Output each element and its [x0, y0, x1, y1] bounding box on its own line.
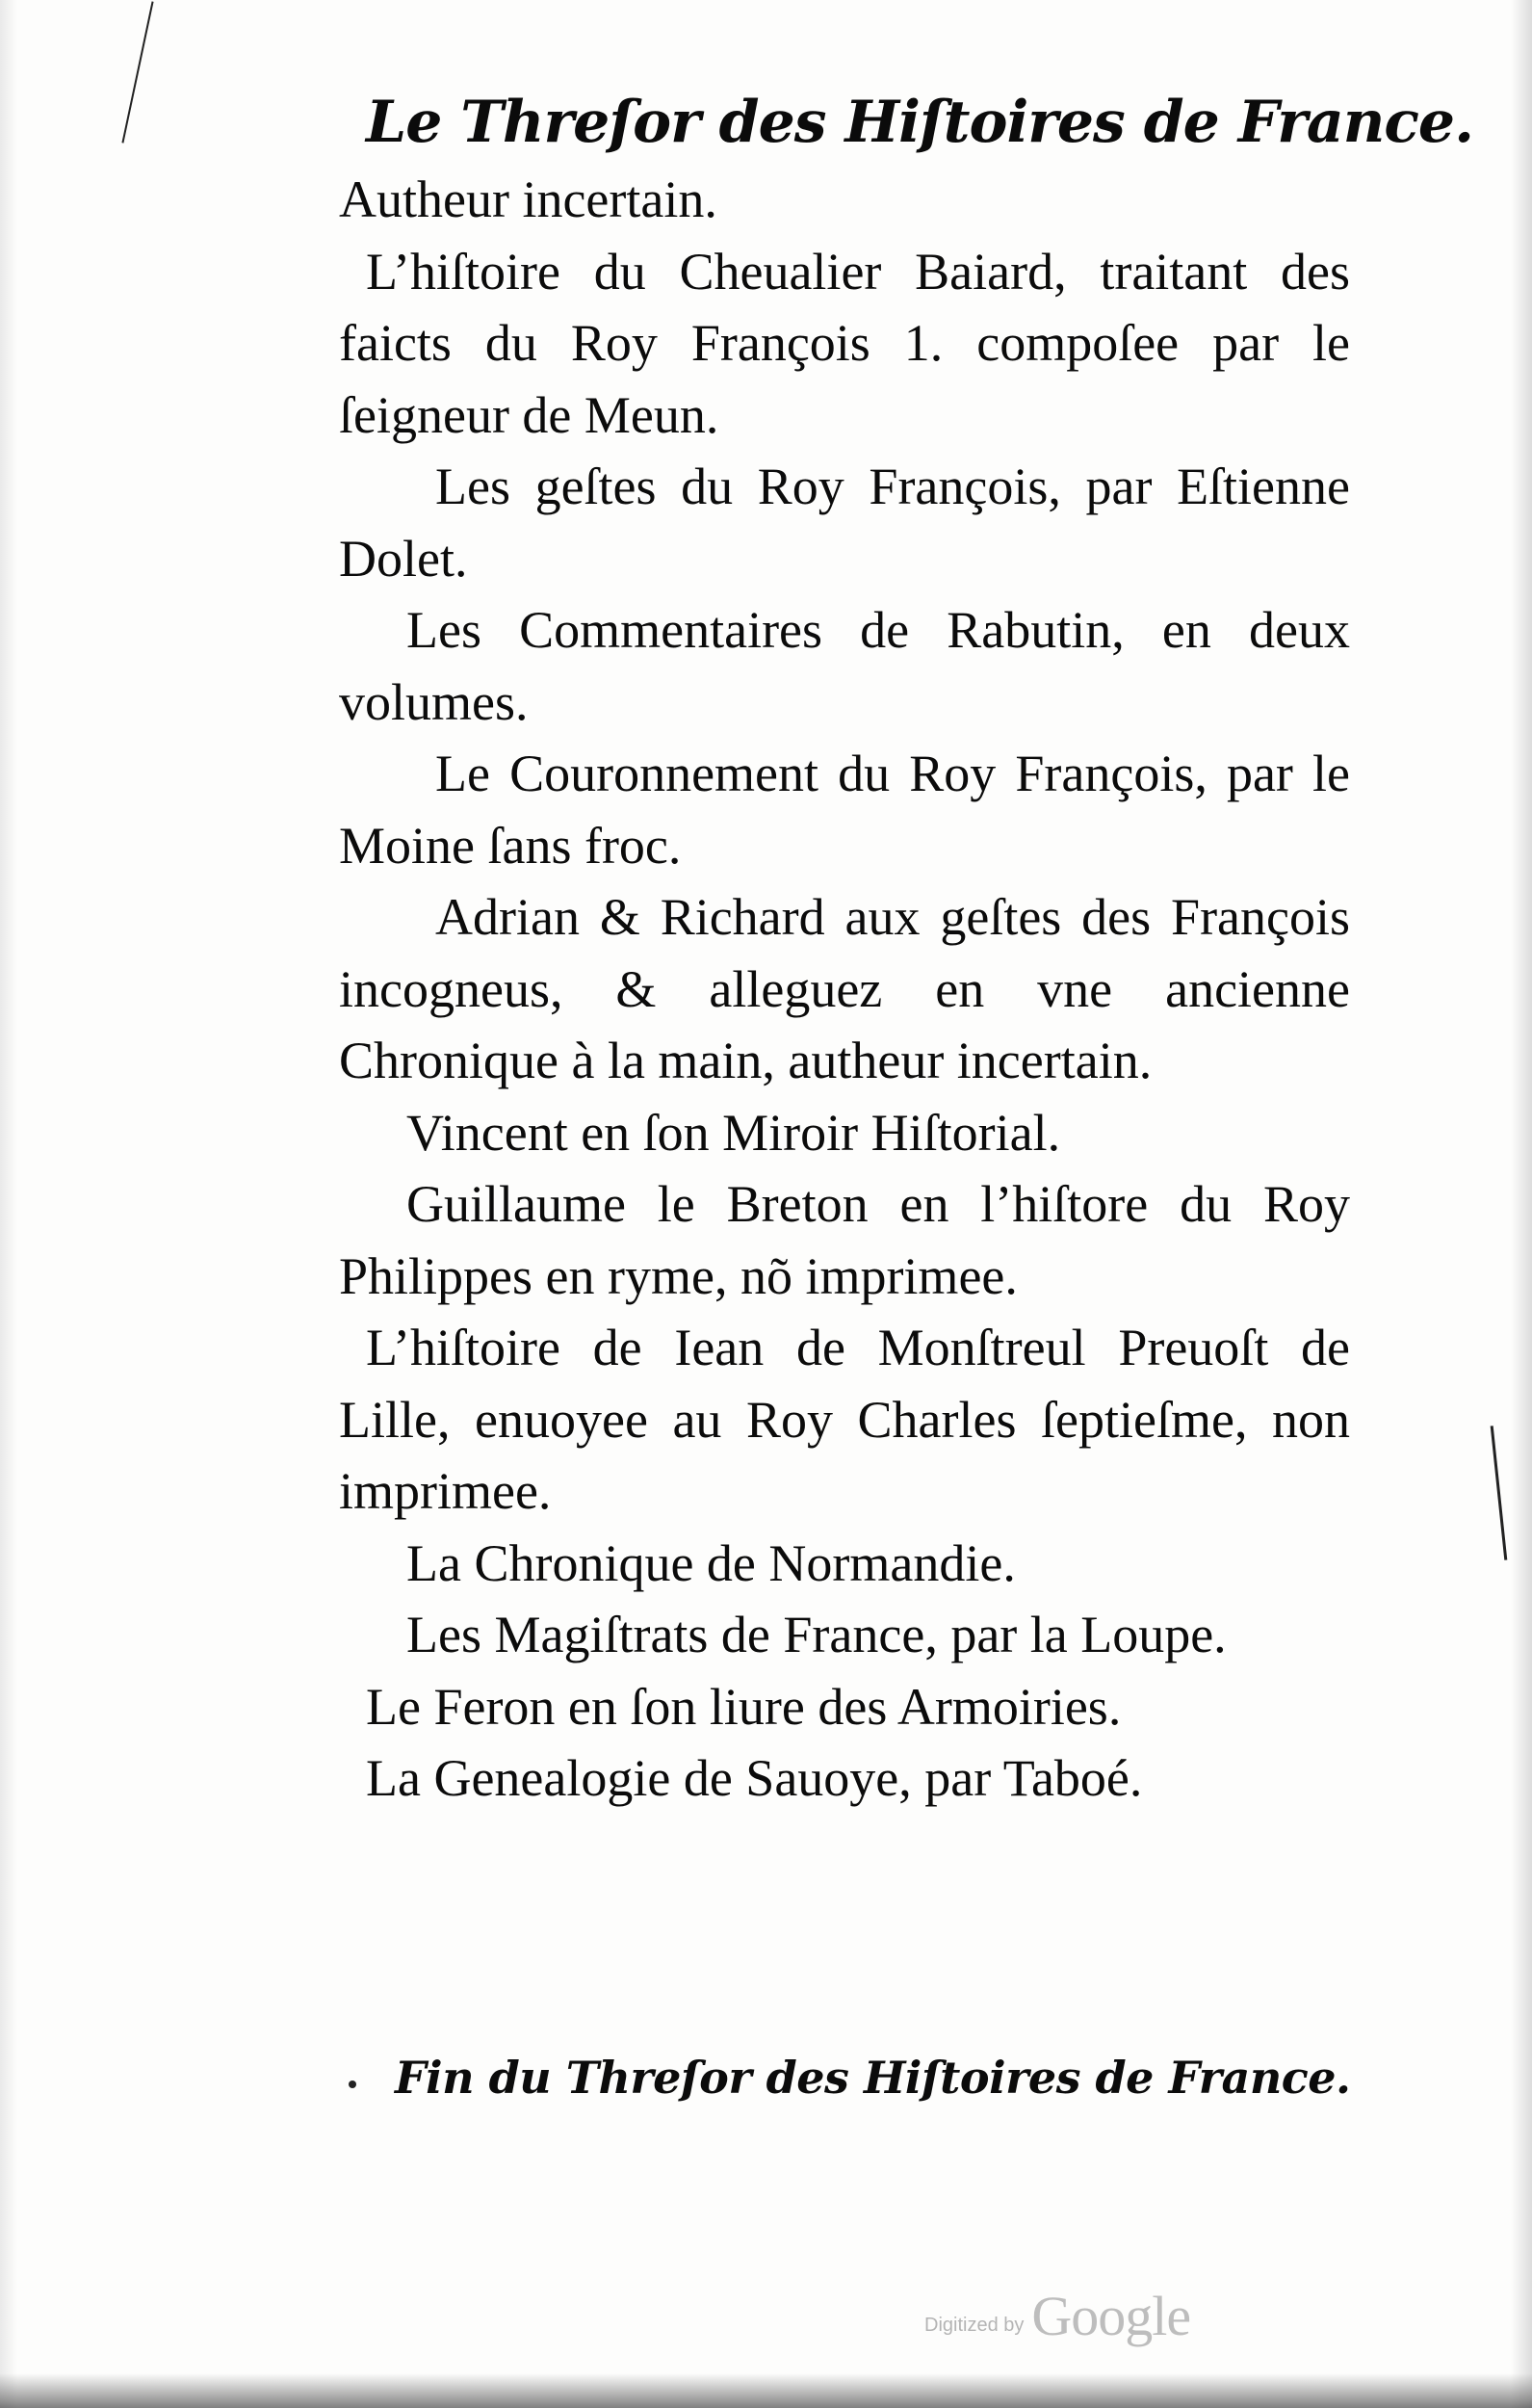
scan-edge-right — [1511, 0, 1532, 2408]
bibliography-entry: Le Feron en ſon liure des Armoiries. — [366, 1677, 1122, 1736]
running-head: Le Threſor des Hiſtoires de France. — [366, 89, 1473, 156]
closing-line: Fin du Threſor des Hiſtoires de France. — [395, 2052, 1351, 2104]
bibliography-entry: L’hiſtoire de Iean de Monſtreul Preuoſt de Lille, enuoyee au Roy Charles ſeptieſme, non imprimee. — [339, 1319, 1350, 1520]
closing-bullet — [349, 2081, 356, 2088]
bibliography-entry: Les geſtes du Roy François, par Eſtienne Dolet. — [339, 458, 1350, 588]
bibliography-entry: La Chronique de Normandie. — [406, 1533, 1016, 1592]
bibliography-entry: Le Couronnement du Roy François, par le Moine ſans froc. — [339, 745, 1350, 875]
scan-edge-left — [0, 0, 17, 2408]
stray-mark — [121, 1, 153, 143]
bibliography-entry: Adrian & Richard aux geſtes des François incogneus, & alleguez en vne ancienne Chronique à la main, autheur incertain. — [339, 888, 1350, 1089]
scan-bottom-edge — [0, 2373, 1532, 2408]
bibliography-entry: Les Magiſtrats de France, par la Loupe. — [406, 1606, 1227, 1663]
bibliography-entry: Autheur incertain. — [339, 170, 717, 228]
stray-mark — [1491, 1426, 1508, 1560]
digitized-watermark — [924, 2281, 1271, 2348]
bibliography-entry: Vincent en ſon Miroir Hiſtorial. — [406, 1103, 1061, 1162]
watermark-prefix: Digitized by — [924, 2315, 1025, 2336]
bibliography-entry: Guillaume le Breton en l’hiſtore du Roy Philippes en ryme, nõ imprimee. — [339, 1175, 1350, 1305]
bibliography-entry: L’hiſtoire du Cheualier Baiard, traitant des faicts du Roy François 1. compoſee par le ſeigneur de Meun. — [339, 242, 1350, 444]
google-logo: Google — [1031, 2285, 1191, 2347]
bibliography-list — [339, 164, 1350, 1815]
bibliography-entry: Les Commentaires de Rabutin, en deux volumes. — [339, 601, 1350, 731]
bibliography-entry: La Genealogie de Sauoye, par Taboé. — [366, 1749, 1143, 1807]
